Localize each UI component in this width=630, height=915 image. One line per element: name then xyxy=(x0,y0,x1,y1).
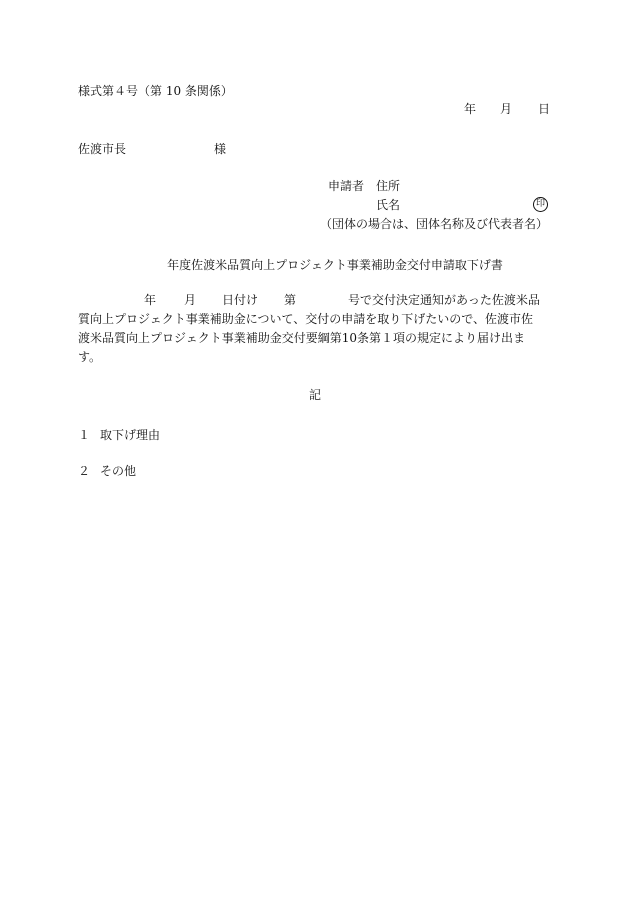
body-paragraph xyxy=(78,291,550,367)
body-row-3-text: 渡米品質向上プロジェクト事業補助金交付要綱第10条第１項の規定により届け出ま xyxy=(78,331,526,345)
ki-heading: 記 xyxy=(308,388,321,402)
body-row-1-rest: 号で交付決定通知があった佐渡米品 xyxy=(348,293,540,307)
list-item xyxy=(78,426,160,444)
body-number-prefix: 第 xyxy=(284,293,297,307)
item-number: ２ xyxy=(78,464,91,478)
item-label: 取下げ理由 xyxy=(100,428,161,442)
group-note: （団体の場合は、団体名称及び代表者名） xyxy=(320,217,549,231)
body-dated-label: 日付け xyxy=(222,293,259,307)
body-row-3 xyxy=(78,329,550,348)
name-label: 氏名 xyxy=(376,198,401,212)
list-item xyxy=(78,462,136,480)
item-label: その他 xyxy=(100,464,137,478)
body-row-4-text: す。 xyxy=(78,350,102,364)
item-number: １ xyxy=(78,428,91,442)
body-row-4 xyxy=(78,348,550,367)
date-month-label: 月 xyxy=(500,102,513,116)
address-label: 住所 xyxy=(376,179,401,193)
body-row-2-text: 質向上プロジェクト事業補助金について、交付の申請を取り下げたいので、佐渡市佐 xyxy=(78,312,534,326)
body-year-label: 年 xyxy=(144,293,157,307)
document-title: 年度佐渡米品質向上プロジェクト事業補助金交付申請取下げ書 xyxy=(167,258,503,272)
body-month-label: 月 xyxy=(184,293,197,307)
body-row-2 xyxy=(78,310,550,329)
body-row-1 xyxy=(78,291,550,310)
addressee-name: 佐渡市長 xyxy=(78,142,127,156)
form-number: 様式第４号（第 10 条関係） xyxy=(78,84,233,98)
addressee-honorific: 様 xyxy=(214,142,227,156)
seal-mark: 印 xyxy=(533,197,548,212)
date-year-label: 年 xyxy=(464,102,477,116)
applicant-label: 申請者 xyxy=(328,179,365,193)
date-day-label: 日 xyxy=(538,102,551,116)
